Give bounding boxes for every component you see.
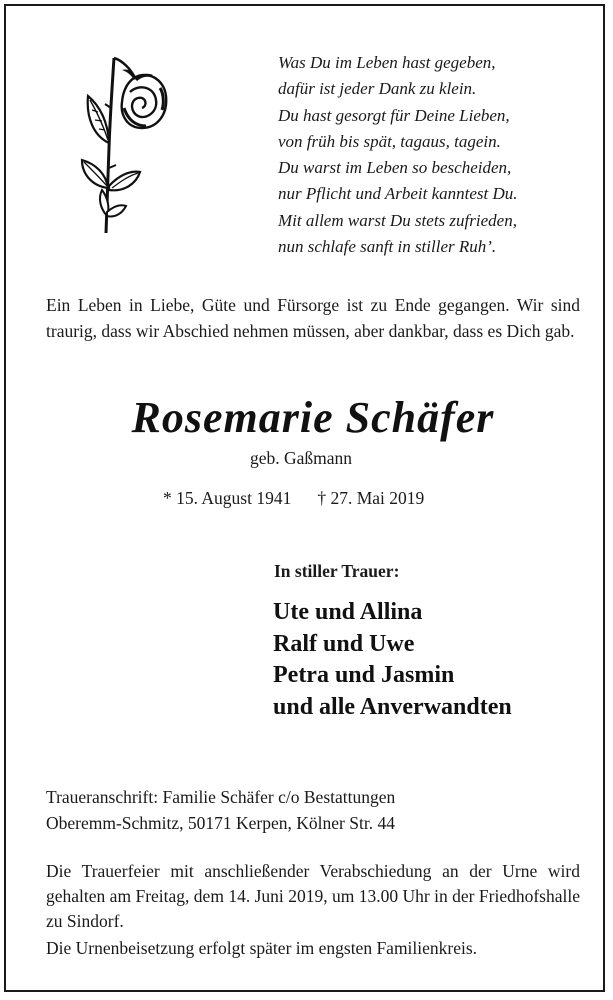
obituary-frame — [4, 4, 605, 992]
rose-icon — [76, 48, 171, 238]
mourner-entry: Ute und Allina — [273, 599, 423, 625]
address-line: Oberemm-Schmitz, 50171 Kerpen, Kölner Str. 44 — [46, 813, 395, 833]
poem-line: Du warst im Leben so bescheiden, — [278, 158, 512, 178]
poem-line: nur Pflicht und Arbeit kanntest Du. — [278, 184, 518, 204]
death-date: † 27. Mai 2019 — [317, 488, 425, 508]
poem — [278, 50, 598, 260]
mourners-list — [273, 597, 512, 723]
birth-date: * 15. August 1941 — [163, 488, 292, 508]
intro-paragraph: Ein Leben in Liebe, Güte und Fürsorge ist zu Ende gegangen. Wir sind traurig, dass wir Abschied nehmen müssen, aber dankbar, dass es Dich gab. — [46, 295, 580, 341]
mourning-label: In stiller Trauer: — [274, 561, 400, 581]
poem-line: Du hast gesorgt für Deine Lieben, — [278, 105, 510, 125]
mourner-entry: und alle Anverwandten — [273, 693, 512, 720]
poem-line: von früh bis spät, tagaus, tagein. — [278, 131, 501, 151]
burial-info: Die Urnenbeisetzung erfolgt später im engsten Familienkreis. — [46, 938, 478, 958]
mourner-entry: Ralf und Uwe — [273, 630, 415, 657]
mourning-address — [46, 784, 580, 836]
ceremony-info: Die Trauerfeier mit anschließender Verabschiedung an der Urne wird gehalten am Freitag, dem 14. Juni 2019, um 13.00 Uhr in der Friedhofshalle zu Sindorf. — [46, 861, 580, 931]
poem-line: nun schlafe sanft in stiller Ruh’. — [278, 237, 497, 257]
poem-line: Was Du im Leben hast gegeben, — [278, 53, 496, 72]
poem-line: dafür ist jeder Dank zu klein. — [278, 79, 477, 99]
life-dates — [163, 488, 483, 509]
poem-line: Mit allem warst Du stets zufrieden, — [278, 210, 517, 230]
address-line: Traueranschrift: Familie Schäfer c/o Bestattungen — [46, 787, 396, 807]
deceased-name: Rosemarie Schäfer — [131, 393, 495, 442]
maiden-name: geb. Gaßmann — [250, 448, 353, 468]
mourner-entry: Petra und Jasmin — [273, 662, 455, 688]
